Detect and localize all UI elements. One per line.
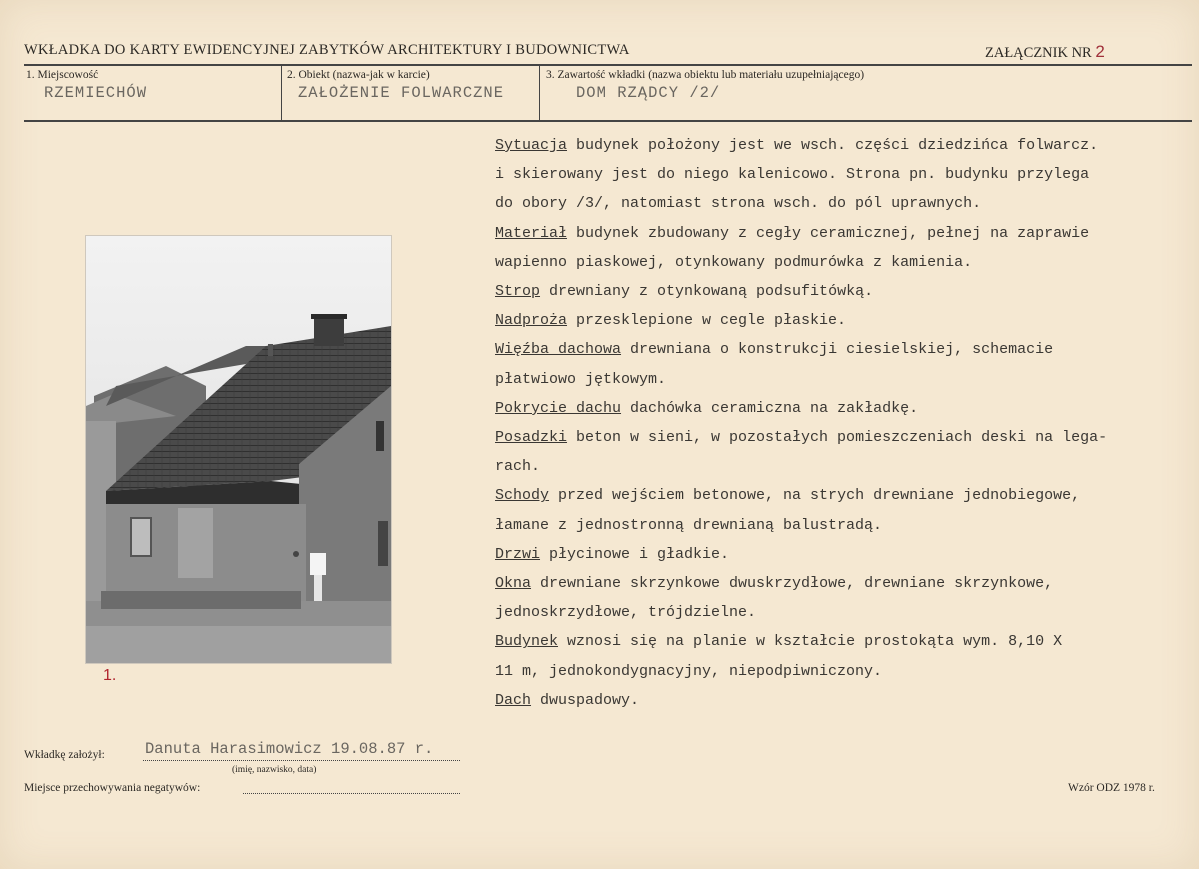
description-line — [495, 306, 1185, 335]
locality-value: RZEMIECHÓW — [44, 84, 148, 102]
description-line — [495, 365, 1185, 394]
divider-2 — [539, 64, 540, 121]
description-body: dwuspadowy. — [531, 691, 640, 709]
description-line — [495, 452, 1185, 481]
description-line — [495, 277, 1185, 306]
author-hint: (imię, nazwisko, data) — [232, 765, 317, 775]
description-line — [495, 160, 1185, 189]
description-heading: Więźba dachowa — [495, 341, 622, 359]
author-label: Wkładkę założył: — [24, 749, 105, 761]
description-body: dachówka ceramiczna na zakładkę. — [621, 399, 919, 417]
description-body: drewniana o konstrukcji ciesielskiej, schemacie — [621, 341, 1054, 359]
description-heading: Pokrycie dachu — [495, 399, 622, 417]
description-body: wznosi się na planie w kształcie prostokąta wym. 8,10 X — [558, 633, 1063, 651]
description-line — [495, 598, 1185, 627]
description-body: płatwiowo jętkowym. — [495, 370, 667, 388]
description-heading: Okna — [495, 575, 532, 593]
description-body: i skierowany jest do niego kalenicowo. Strona pn. budynku przylega — [495, 166, 1090, 184]
description-heading: Dach — [495, 691, 532, 709]
description-line — [495, 686, 1185, 715]
description-line — [495, 569, 1185, 598]
description-line — [495, 481, 1185, 510]
description-heading: Budynek — [495, 633, 559, 651]
description-line — [495, 335, 1185, 364]
description-heading: Sytuacja — [495, 137, 568, 154]
description-body: 11 m, jednokondygnacyjny, niepodpiwniczony. — [495, 662, 883, 680]
description-line — [495, 657, 1185, 686]
description-body: rach. — [495, 458, 541, 476]
header-rule-top — [24, 64, 1192, 66]
description-body: budynek zbudowany z cegły ceramicznej, pełnej na zaprawie — [567, 224, 1090, 242]
author-value: Danuta Harasimowicz 19.08.87 r. — [145, 740, 434, 758]
object-label: 2. Obiekt (nazwa-jak w karcie) — [287, 69, 430, 81]
photo-number: 1. — [103, 667, 117, 684]
description-line — [495, 131, 1185, 160]
description-line — [495, 627, 1185, 656]
annex-label-text: ZAŁĄCZNIK NR — [985, 45, 1092, 61]
object-value: ZAŁOŻENIE FOLWARCZNE — [298, 84, 505, 102]
description-line — [495, 423, 1185, 452]
description-body: przesklepione w cegle płaskie. — [567, 312, 847, 330]
divider-1 — [281, 64, 282, 121]
negatives-label: Miejsce przechowywania negatywów: — [24, 782, 201, 794]
description-body: łamane z jednostronną drewnianą balustradą. — [495, 516, 883, 534]
description-line — [495, 511, 1185, 540]
description-body: drewniany z otynkowaną podsufitówką. — [540, 283, 874, 301]
description-body: jednoskrzydłowe, trójdzielne. — [495, 604, 757, 622]
content-label: 3. Zawartość wkładki (nazwa obiektu lub materiału uzupełniającego) — [546, 69, 865, 81]
description-body: beton w sieni, w pozostałych pomieszczeniach deski na lega- — [567, 429, 1108, 447]
description-line — [495, 189, 1185, 218]
description-line — [495, 540, 1185, 569]
content-value: DOM RZĄDCY /2/ — [576, 84, 721, 102]
locality-label: 1. Miejscowość — [26, 69, 99, 81]
description-line — [495, 219, 1185, 248]
description-body: płycinowe i gładkie. — [540, 545, 730, 563]
description-body: przed wejściem betonowe, na strych drewniane jednobiegowe, — [549, 487, 1081, 505]
description-heading: Materiał — [495, 224, 568, 242]
building-photo-drawing — [86, 236, 391, 663]
card-title: WKŁADKA DO KARTY EWIDENCYJNEJ ZABYTKÓW ARCHITEKTURY I BUDOWNICTWA — [24, 42, 630, 58]
annex-label — [985, 42, 1105, 62]
description-heading: Strop — [495, 283, 541, 301]
header-rule-bottom — [24, 120, 1192, 122]
description-body: wapienno piaskowej, otynkowany podmurówka z kamienia. — [495, 253, 973, 271]
description-heading: Nadproża — [495, 312, 568, 330]
description-body: budynek położony jest we wsch. części dziedzińca folwarcz. — [567, 137, 1099, 154]
description-heading: Schody — [495, 487, 550, 505]
annex-number: 2 — [1095, 42, 1105, 61]
form-version: Wzór ODZ 1978 r. — [1068, 782, 1155, 794]
description-heading: Drzwi — [495, 545, 541, 563]
author-line — [143, 760, 460, 761]
description-text — [495, 131, 1185, 715]
description-line — [495, 248, 1185, 277]
description-body: drewniane skrzynkowe dwuskrzydłowe, drewniane skrzynkowe, — [531, 575, 1054, 593]
description-heading: Posadzki — [495, 429, 568, 447]
negatives-line — [243, 793, 460, 794]
building-photo — [85, 235, 392, 664]
description-body: do obory /3/, natomiast strona wsch. do pól uprawnych. — [495, 195, 982, 213]
description-line — [495, 394, 1185, 423]
